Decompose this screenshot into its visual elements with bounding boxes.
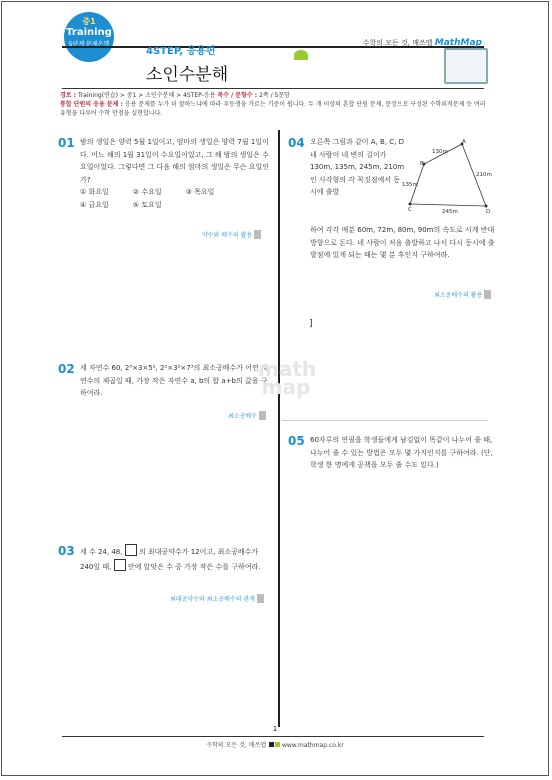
- watermark: [258, 357, 317, 399]
- question-number: 04: [288, 136, 305, 150]
- training-badge: [64, 12, 114, 62]
- option[interactable]: ④ 금요일: [80, 200, 109, 209]
- topic-tag-label: 최소공배수의 활용: [434, 292, 483, 299]
- topic-tag-label: 약수와 배수의 활용: [202, 232, 253, 239]
- topic-tag: [434, 290, 491, 299]
- question-4-text-bottom: 하여 각각 매분 60m, 72m, 80m, 90m의 속도로 시계 반대 방향으로 돈다. 네 사람이 처음 출발하고 나서 다시 동시에 출발점에 있게 되는 때는 몇 분 후인지 구하여라.: [310, 226, 495, 260]
- brand-text: [363, 38, 482, 48]
- brand-slogan: 수학의 모든 것, 매쓰맵: [362, 39, 433, 47]
- count-text: 2쪽 / 5문항: [259, 92, 290, 99]
- footer-text: 수학의 모든 것, 매쓰맵: [206, 742, 267, 749]
- blank-box[interactable]: [114, 559, 126, 571]
- watermark-line: math: [258, 357, 317, 381]
- topic-tag-label: 최소공배수: [228, 413, 257, 420]
- side-label-cd: 245m: [442, 209, 458, 215]
- monitor-icon: [444, 48, 488, 84]
- question-4-text-top: 오른쪽 그림과 같이 A, B, C, D 네 사람이 네 변의 길이가 130m, 135m, 245m, 210m인 사각형의 각 꼭짓점에서 동시에 출발: [310, 138, 405, 197]
- footer-square-icon: [269, 742, 274, 747]
- sprout-icon: [294, 50, 308, 60]
- question-number: 01: [58, 136, 75, 150]
- count-label: 목수 / 문항수 :: [217, 92, 258, 99]
- question-1-text: 밤의 생일은 양력 5월 1일이고, 엄마의 생일은 양력 7월 1일이다. 어느 해의 1월 31일이 수요일이었고, 그 해 밤의 생일은 수요일이었다. 그렇다면 그 다음 해의 엄마의 생일은 무슨 요일인가?: [80, 138, 270, 184]
- side-label-da: 210m: [476, 172, 492, 178]
- pencil-icon: [257, 594, 264, 603]
- vertex-label-a: A: [462, 139, 466, 145]
- question-3: [80, 544, 270, 573]
- footer: [2, 740, 548, 749]
- page-title: 소인수분해: [146, 65, 229, 85]
- topic-tag-label: 최대공약수와 최소공배수의 관계: [170, 596, 255, 603]
- badge-grade: 중1: [82, 17, 96, 26]
- path-label: 경로 :: [60, 92, 77, 99]
- footer-url[interactable]: www.mathmap.co.kr: [281, 742, 344, 749]
- question-3-text-b: 의 최대공약수가 12이고, 최소공배수가 240일 때,: [80, 548, 259, 571]
- question-1: [80, 136, 270, 212]
- side-label-ab: 130m: [432, 149, 448, 155]
- vertex-label-d: D: [486, 209, 491, 215]
- question-number: 05: [288, 434, 305, 448]
- quadrilateral-figure: [400, 138, 496, 216]
- worksheet-page: [1, 1, 549, 776]
- info-box: [60, 91, 488, 118]
- option[interactable]: ② 수요일: [132, 188, 162, 197]
- side-label-bc: 135m: [402, 182, 418, 188]
- question-3-text-a: 세 수 24, 48,: [80, 548, 123, 556]
- watermark-line: map: [261, 375, 311, 399]
- desc-label: 통합 단원의 응용 문제 :: [60, 101, 123, 108]
- page-number: 1: [272, 725, 278, 733]
- question-1-options: [80, 186, 270, 199]
- topic-tag: [228, 411, 266, 420]
- desc-text: 응용 문제를 누가 더 잘하느냐에 따라 우등생을 가르는 기준이 됩니다. 두 개 이상의 혼합 단원 문제, 문장으로 구성된 수학외적문제 등 여러 유형을 다루어 수학 만점을 실현합니다.: [60, 101, 486, 117]
- option[interactable]: ③ 목요일: [185, 188, 215, 197]
- question-1-options-row2: [80, 199, 270, 212]
- pencil-icon: [484, 290, 491, 299]
- pencil-icon: [259, 411, 266, 420]
- topic-tag: [202, 230, 261, 239]
- vertex-label-c: C: [408, 207, 412, 213]
- step-label: 4STEP, 응용편: [146, 46, 216, 57]
- question-number: 02: [58, 362, 75, 376]
- question-2-text: 세 자연수 60, 2³×3×5², 2²×3²×7³의 최소공배수가 어떤 자연수의 제곱일 때, 가장 작은 자연수 a, b의 합 a+b의 값을 구하여라.: [80, 364, 268, 398]
- badge-title: Training: [66, 27, 112, 38]
- column-separator: [282, 420, 488, 421]
- brand-logo: MathMap: [434, 38, 482, 48]
- header-rule-2: [62, 88, 484, 89]
- badge-subtitle: 5단계 문제은행: [68, 41, 110, 48]
- topic-tag: [170, 594, 264, 603]
- option[interactable]: ⑤ 토요일: [132, 200, 162, 209]
- question-number: 03: [58, 544, 75, 558]
- question-3-text-c: 안에 알맞은 수 중 가장 작은 수를 구하여라.: [127, 562, 261, 571]
- footer-rule: [62, 736, 484, 737]
- blank-box[interactable]: [125, 544, 137, 556]
- vertex-label-b: B: [420, 161, 424, 167]
- option[interactable]: ① 화요일: [80, 188, 109, 197]
- footer-square-icon: [275, 742, 280, 747]
- pencil-icon: [254, 230, 261, 239]
- column-divider: [278, 130, 280, 727]
- question-5-text: 60자루의 연필을 학생들에게 남김없이 똑같이 나누어 줄 때, 나누어 줄 수 있는 방법은 모두 몇 가지인지를 구하여라. (단, 학생 한 명에게 공책을 모두 줄 수도 있다.): [310, 436, 493, 470]
- text-cursor: ]: [309, 319, 313, 329]
- path-text: Training(연습) > 중1 > 소인수분해 > 4STEP-응용: [78, 92, 216, 99]
